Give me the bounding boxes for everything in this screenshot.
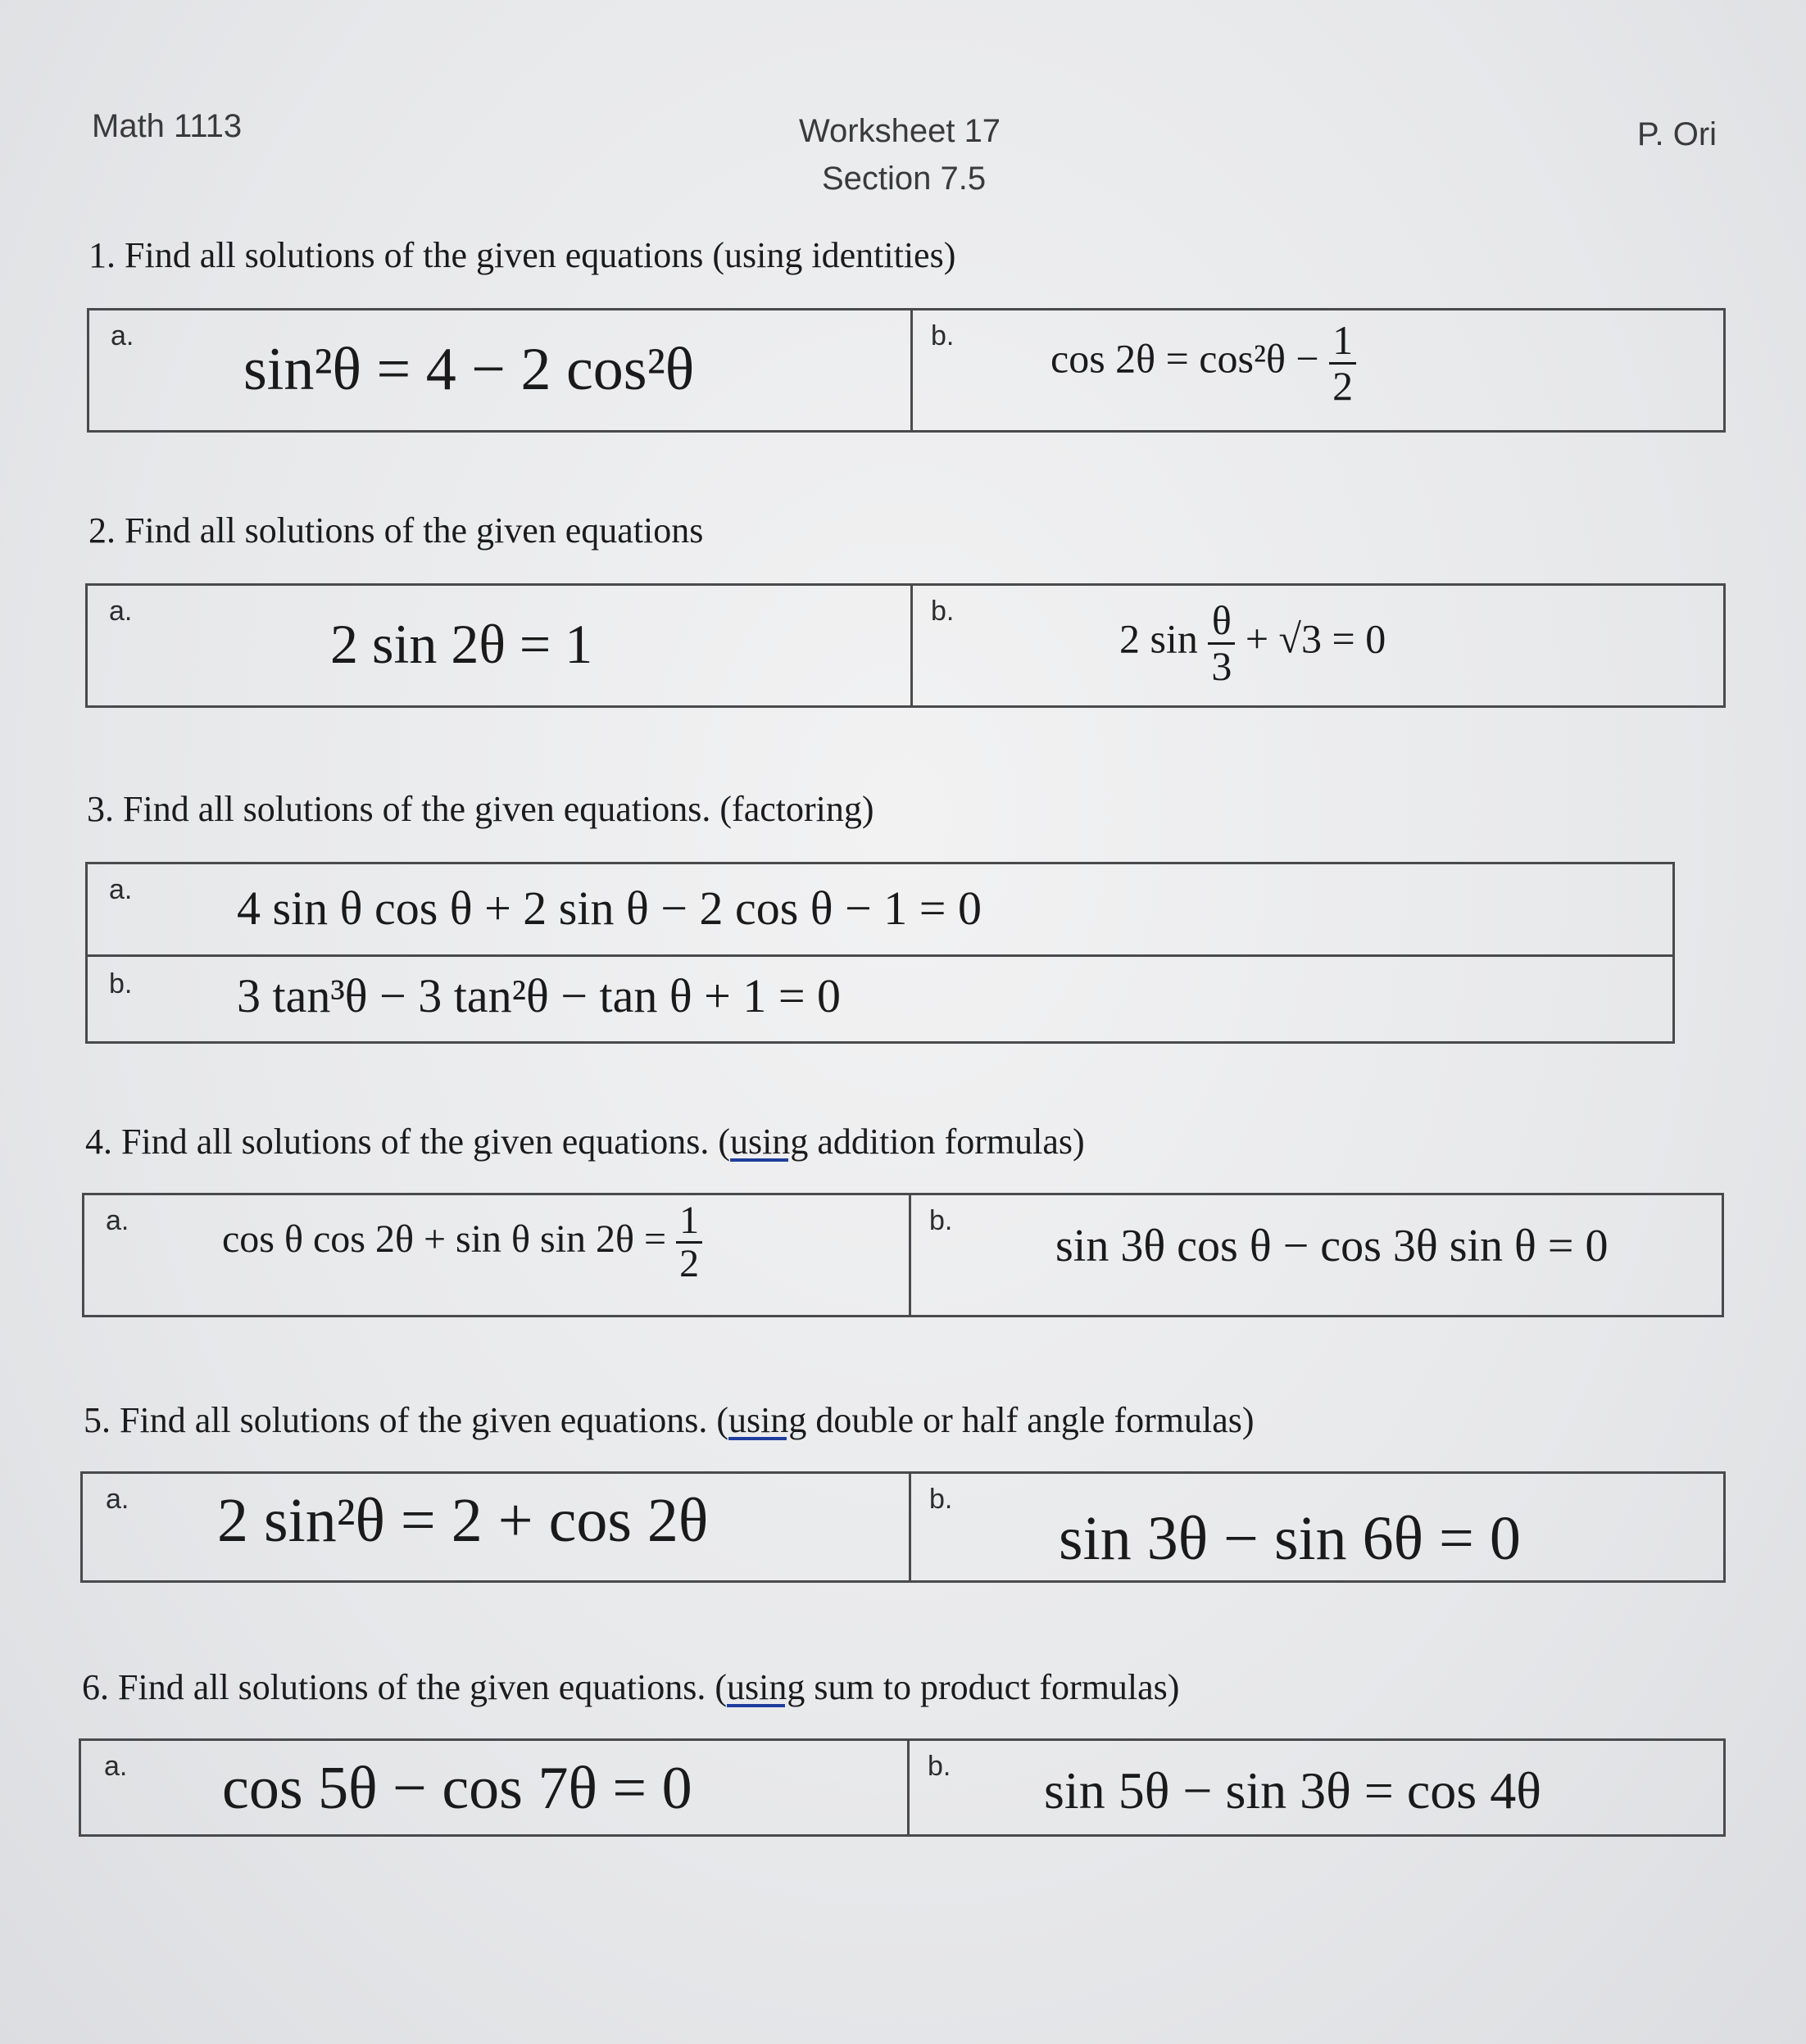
- problem-6-prompt-start: 6. Find all solutions of the given equations. (: [82, 1667, 728, 1707]
- problem-5b-equation: sin 3θ − sin 6θ = 0: [1059, 1504, 1521, 1573]
- problem-5a-label: a.: [106, 1484, 129, 1515]
- problem-1a-cell: [89, 310, 910, 430]
- problem-6-prompt: [82, 1666, 1179, 1708]
- problem-6-prompt-underlined: using: [727, 1667, 805, 1707]
- problem-2b-rhs: + √3 = 0: [1245, 615, 1386, 662]
- problem-4a-numerator: 1: [676, 1200, 702, 1244]
- problem-6a-cell: [81, 1741, 907, 1834]
- problem-5b-label: b.: [929, 1484, 953, 1515]
- problem-1a-equation: sin²θ = 4 − 2 cos²θ: [243, 336, 695, 403]
- problem-5a-equation: 2 sin²θ = 2 + cos 2θ: [217, 1486, 709, 1555]
- problem-3b-equation: 3 tan³θ − 3 tan²θ − tan θ + 1 = 0: [237, 969, 842, 1022]
- problem-3a-label: a.: [109, 874, 133, 905]
- problem-2b-denominator: 3: [1211, 642, 1232, 689]
- problem-1a-label: a.: [111, 320, 134, 351]
- problem-3a-row: [88, 864, 1672, 954]
- problem-6a-equation: cos 5θ − cos 7θ = 0: [222, 1755, 692, 1822]
- problem-2b-label: b.: [931, 596, 955, 627]
- problem-2a-equation: 2 sin 2θ = 1: [330, 613, 593, 675]
- problem-6-table: [79, 1738, 1726, 1837]
- problem-4a-equation: [222, 1200, 702, 1285]
- problem-4-prompt-end: addition formulas): [808, 1122, 1085, 1162]
- problem-6a-label: a.: [104, 1751, 128, 1782]
- problem-1b-equation: [1050, 319, 1356, 407]
- problem-4a-cell: [84, 1195, 909, 1315]
- problem-2-table: [85, 583, 1726, 708]
- problem-6b-label: b.: [928, 1751, 951, 1782]
- worksheet-title: Worksheet 17: [799, 113, 1001, 149]
- problem-3-prompt: 3. Find all solutions of the given equations. (factoring): [87, 789, 874, 829]
- problem-4-prompt: [85, 1121, 1085, 1162]
- problem-3a-equation: 4 sin θ cos θ + 2 sin θ − 2 cos θ − 1 = 0: [237, 882, 982, 935]
- problem-2-prompt: 2. Find all solutions of the given equations: [88, 510, 704, 551]
- problem-4a-fraction: [676, 1200, 702, 1285]
- problem-1b-fraction: [1329, 319, 1356, 407]
- problem-5-prompt-start: 5. Find all solutions of the given equations. (: [84, 1400, 729, 1440]
- problem-4b-cell: [909, 1195, 1722, 1315]
- section-label: Section 7.5: [822, 161, 987, 197]
- problem-6b-equation: sin 5θ − sin 3θ = cos 4θ: [1044, 1761, 1541, 1820]
- problem-1b-label: b.: [931, 320, 955, 351]
- problem-4-table: [82, 1193, 1724, 1317]
- problem-2b-cell: [910, 586, 1723, 705]
- problem-2b-numerator: θ: [1208, 599, 1235, 645]
- problem-1b-denominator: 2: [1332, 362, 1354, 409]
- problem-4-prompt-underlined: using: [730, 1122, 809, 1162]
- problem-5-prompt-end: double or half angle formulas): [806, 1400, 1255, 1440]
- problem-3-table: [85, 862, 1675, 1044]
- problem-2b-equation: [1119, 599, 1386, 687]
- problem-2b-fraction: [1208, 599, 1235, 687]
- problem-5a-cell: [83, 1474, 909, 1580]
- problem-5-table: [80, 1471, 1726, 1583]
- problem-3b-row: [88, 954, 1672, 1041]
- problem-4b-equation: sin 3θ cos θ − cos 3θ sin θ = 0: [1055, 1221, 1609, 1271]
- problem-5-prompt-underlined: using: [728, 1400, 807, 1440]
- course-name: Math 1113: [92, 108, 243, 144]
- problem-5-prompt: [84, 1399, 1255, 1441]
- problem-6b-cell: [907, 1741, 1723, 1834]
- problem-4b-label: b.: [929, 1205, 953, 1236]
- problem-2b-lhs: 2 sin: [1119, 615, 1198, 662]
- problem-4-prompt-start: 4. Find all solutions of the given equations. (: [85, 1122, 731, 1162]
- problem-4a-label: a.: [106, 1205, 129, 1236]
- problem-6-prompt-end: sum to product formulas): [805, 1667, 1180, 1707]
- problem-4a-denominator: 2: [679, 1242, 700, 1286]
- problem-3b-label: b.: [109, 968, 133, 999]
- problem-1b-cell: [910, 310, 1723, 430]
- problem-1-table: [87, 308, 1726, 433]
- problem-4a-lhs: cos θ cos 2θ + sin θ sin 2θ =: [222, 1217, 667, 1261]
- problem-1b-lhs: cos 2θ = cos²θ −: [1050, 335, 1319, 382]
- problem-2a-label: a.: [109, 596, 133, 627]
- problem-5b-cell: [909, 1474, 1723, 1580]
- problem-2a-cell: [88, 586, 910, 705]
- instructor-name: P. Ori: [1637, 116, 1718, 152]
- problem-1-prompt: 1. Find all solutions of the given equations (using identities): [88, 235, 956, 275]
- problem-1b-numerator: 1: [1329, 319, 1356, 365]
